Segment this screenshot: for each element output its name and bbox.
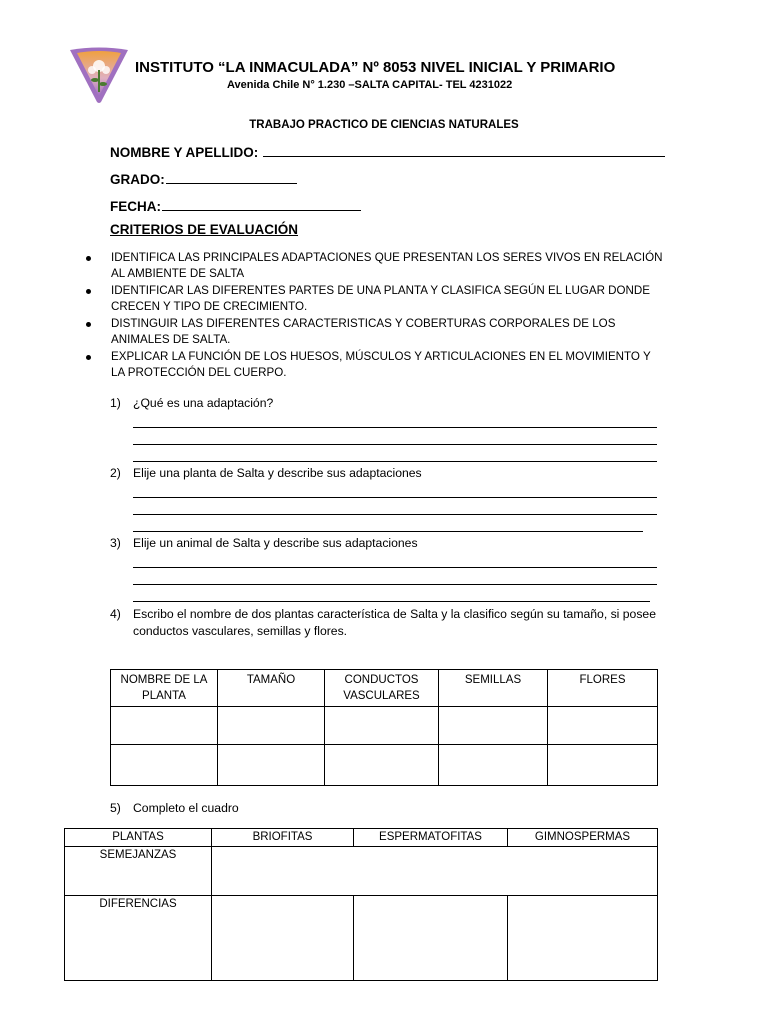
school-logo-icon: [68, 46, 130, 104]
criteria-item: IDENTIFICA LAS PRINCIPALES ADAPTACIONES QUE PRESENTAN LOS SERES VIVOS EN RELACIÓN AL AMBIENTE DE SALTA: [86, 250, 666, 282]
answer-line[interactable]: [133, 584, 657, 585]
answer-line[interactable]: [133, 531, 643, 532]
grade-blank[interactable]: [166, 170, 297, 184]
table-header: GIMNOSPERMAS: [508, 829, 658, 847]
bullet-icon: [86, 256, 91, 261]
row-label: SEMEJANZAS: [65, 847, 212, 896]
name-field: [110, 143, 665, 160]
table-cell[interactable]: [439, 707, 548, 745]
table-cell[interactable]: [439, 745, 548, 786]
bullet-icon: [86, 289, 91, 294]
question-1: 1) ¿Qué es una adaptación?: [110, 396, 274, 410]
date-field: [110, 197, 361, 214]
table-header: NOMBRE DE LA PLANTA: [111, 670, 218, 707]
table-cell[interactable]: [111, 745, 218, 786]
question-4: 4) Escribo el nombre de dos plantas característica de Salta y la clasifico según su tamaño, si posee conductos vasculares, semillas y flores.: [110, 607, 656, 638]
table-row: [65, 896, 658, 981]
table-row: [65, 847, 658, 896]
bullet-icon: [86, 355, 91, 360]
grade-field: [110, 170, 297, 187]
plants-classification-table: [110, 669, 658, 786]
question-3: 3) Elije un animal de Salta y describe sus adaptaciones: [110, 536, 418, 550]
answer-line[interactable]: [133, 461, 657, 462]
date-label: FECHA:: [110, 199, 161, 214]
table-cell[interactable]: [325, 707, 439, 745]
table-header: BRIOFITAS: [212, 829, 354, 847]
school-address: Avenida Chile N° 1.230 –SALTA CAPITAL- TEL 4231022: [227, 79, 513, 91]
criteria-item: DISTINGUIR LAS DIFERENTES CARACTERISTICAS Y COBERTURAS CORPORALES DE LOS ANIMALES DE SALTA.: [86, 316, 666, 348]
grade-label: GRADO:: [110, 172, 165, 187]
criteria-title: CRITERIOS DE EVALUACIÓN: [110, 222, 299, 237]
table-cell[interactable]: [212, 896, 354, 981]
table-cell[interactable]: [508, 896, 658, 981]
plants-comparison-table: [64, 828, 658, 981]
table-cell[interactable]: [325, 745, 439, 786]
table-cell[interactable]: [111, 707, 218, 745]
question-2: 2) Elije una planta de Salta y describe sus adaptaciones: [110, 466, 422, 480]
table-header: TAMAÑO: [218, 670, 325, 707]
school-title: INSTITUTO “LA INMACULADA” Nº 8053 NIVEL INICIAL Y PRIMARIO: [135, 59, 616, 76]
criteria-item: IDENTIFICAR LAS DIFERENTES PARTES DE UNA PLANTA Y CLASIFICA SEGÚN EL LUGAR DONDE CRECEN Y TIPO DE CRECIMIENTO.: [86, 283, 666, 315]
table-cell[interactable]: [212, 847, 658, 896]
table-header: SEMILLAS: [439, 670, 548, 707]
table-header: ESPERMATOFITAS: [354, 829, 508, 847]
row-label: DIFERENCIAS: [65, 896, 212, 981]
table-header: PLANTAS: [65, 829, 212, 847]
question-5: 5) Completo el cuadro: [110, 801, 239, 815]
answer-line[interactable]: [133, 427, 657, 428]
criteria-item: EXPLICAR LA FUNCIÓN DE LOS HUESOS, MÚSCULOS Y ARTICULACIONES EN EL MOVIMIENTO Y LA PROTECCIÓN DEL CUERPO.: [86, 349, 666, 381]
table-header: FLORES: [548, 670, 658, 707]
name-label: NOMBRE Y APELLIDO:: [110, 145, 263, 160]
table-cell[interactable]: [218, 707, 325, 745]
answer-line[interactable]: [133, 601, 650, 602]
table-cell[interactable]: [354, 896, 508, 981]
table-header: CONDUCTOS VASCULARES: [325, 670, 439, 707]
table-row: [111, 745, 658, 786]
date-blank[interactable]: [162, 197, 361, 211]
table-cell[interactable]: [548, 707, 658, 745]
document-heading: TRABAJO PRACTICO DE CIENCIAS NATURALES: [249, 119, 519, 131]
table-cell[interactable]: [548, 745, 658, 786]
table-row: [111, 707, 658, 745]
name-blank[interactable]: [263, 143, 665, 157]
answer-line[interactable]: [133, 514, 657, 515]
answer-line[interactable]: [133, 444, 657, 445]
answer-line[interactable]: [133, 497, 657, 498]
criteria-list: [86, 250, 666, 382]
table-cell[interactable]: [218, 745, 325, 786]
bullet-icon: [86, 322, 91, 327]
answer-line[interactable]: [133, 567, 657, 568]
